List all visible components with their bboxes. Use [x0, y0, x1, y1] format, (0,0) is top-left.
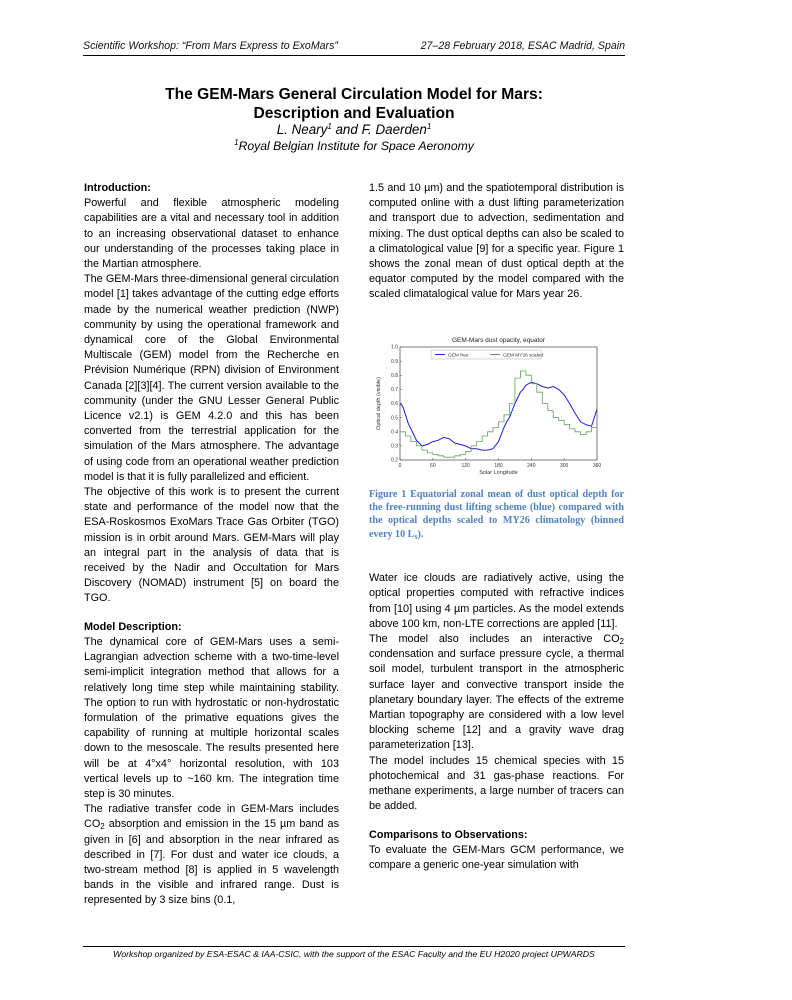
y-tick-label: 0.3: [391, 443, 398, 450]
model-paragraph-2-continued: 1.5 and 10 µm) and the spatiotemporal distribution is computed online with a dust lifting parameterization and transport due to advection, sedimentation and mixing. The dust optical depths can also be scaled to a climatological value [9] for a specific year. Figure 1 shows the zonal mean of dust optical depth at the equator computed by the model compared with the scaled climatalogical value for Mars year 26.: [369, 182, 624, 301]
model-p2-part-b: absorption and emission in the 15 µm band as given in [6] and absorption in the near infrared as described in [7]. For dust and water ice clouds, a two-stream method [8] is applied in 5 wavelength bands in the visible and infrared range. Dust is represented by 3 size bins (0.1,: [84, 818, 339, 907]
x-tick-label: 0: [398, 462, 402, 469]
authors: [83, 121, 625, 138]
co2-subscript-2: 2: [619, 637, 624, 647]
legend-label: GEM MY26 scaled: [503, 352, 543, 358]
y-tick-label: 1.0: [391, 344, 398, 351]
right-paragraph-4: To evaluate the GEM-Mars GCM performance, we compare a generic one-year simulation with: [369, 843, 624, 871]
caption-text: Figure 1 Equatorial zonal mean of dust optical depth for the free-running dust lifting scheme (blue) compared with the optical depths scaled to MY26 climatology (binned every 10 L: [369, 488, 624, 540]
intro-paragraph-2: The GEM-Mars three-dimensional general circulation model [1] takes advantage of the cutting edge efforts made by the numerical weather prediction (NWP) community by using the operational framework and dynamical core of the Global Environmental Multiscale (GEM) model from the Recherche en Prévision Numérique (RPN) division of Environment Canada [2][3][4]. The current version available to the community (under the GNU Lesser General Public Licence v2.1) is GEM 4.2.0 and this has been converted from the terrestrial application for the simulation of the Mars atmosphere. The advantage of using code from an operational weather prediction model is that it is fully parallelized and efficient.: [84, 273, 339, 483]
model-paragraph-1: The dynamical core of GEM-Mars uses a semi-Lagrangian advection scheme with a two-time-level semi-implicit integration method that allows for a relatively long time step while maintaining stability. The option to run with hydrostatic or non-hydrostatic formulation of the primative equations gives the capability of running at multiple horizontal scales down to the mesoscale. The results presented here will be at 4°x4° horizontal resolution, with 103 vertical levels up to ~160 km. The integration time step is 30 minutes.: [84, 635, 339, 800]
author-1-affil: 1: [327, 122, 332, 131]
affil-marker: 1: [234, 138, 239, 147]
figure-1: [369, 333, 624, 478]
header-date-location: 27–28 February 2018, ESAC Madrid, Spain: [420, 40, 625, 52]
series-line-1: [400, 371, 597, 457]
affiliation: [83, 138, 625, 154]
y-tick-label: 0.8: [391, 372, 398, 379]
x-axis-label: Solar Longitude: [479, 469, 518, 476]
co2-subscript: 2: [100, 822, 105, 832]
dust-opacity-chart: [369, 333, 624, 478]
y-tick-label: 0.2: [391, 457, 398, 464]
x-tick-label: 120: [461, 462, 470, 469]
comparisons-heading: Comparisons to Observations:: [369, 828, 528, 841]
footer: Workshop organized by ESA-ESAC & IAA-CSIC, with the support of the ESAC Faculty and the EU H2020 project UPWARDS: [113, 949, 595, 959]
x-tick-label: 360: [592, 462, 602, 469]
legend-label: GEM free: [448, 352, 469, 358]
series-line-0: [400, 382, 597, 450]
y-tick-label: 0.9: [391, 358, 398, 365]
author-2-affil: 1: [426, 122, 432, 131]
y-axis-label: Optical depth (visible): [376, 376, 382, 430]
paper-title: [83, 85, 625, 123]
caption-end: ).: [417, 528, 424, 540]
author-1: L. Neary: [276, 122, 328, 137]
right-p2-part-a: The model also includes an interactive CO: [369, 633, 620, 646]
intro-heading: Introduction:: [84, 182, 151, 194]
title-line-1: The GEM-Mars General Circulation Model for Mars:: [165, 86, 543, 103]
chart-title: GEM-Mars dust opacity, equator: [451, 336, 546, 344]
intro-paragraph-1: Powerful and flexible atmospheric modeling capabilities are a vital and necessary tool in addition to an increasing observational dataset to enhance our understanding of the processes taking place in the Martian atmosphere.: [84, 197, 339, 271]
intro-paragraph-3: The objective of this work is to present the current state and performance of the model now that the ESA-Roskosmos ExoMars Trace Gas Orbiter (TGO) mission is in orbit around Mars. GEM-Mars will play an integral part in the analysis of data that is received by the Nadir and Occultation for Mars Discovery (NOMAD) instrument [5] on board the TGO.: [84, 486, 339, 605]
model-p2-part-a: The radiative transfer code in GEM-Mars includes CO: [84, 803, 339, 831]
right-paragraph-3: The model includes 15 chemical species with 15 photochemical and 31 gas-phase reactions. For methane experiments, a large number of tracers can be added.: [369, 754, 624, 813]
y-tick-label: 0.4: [391, 429, 398, 436]
authors-and: and: [331, 122, 362, 137]
x-tick-label: 240: [527, 462, 536, 469]
x-tick-label: 180: [494, 462, 503, 469]
figure-1-caption: [369, 488, 624, 542]
title-line-2: Description and Evaluation: [253, 105, 455, 122]
left-column: [84, 181, 339, 909]
model-heading: Model Description:: [84, 620, 182, 633]
author-2: F. Daerden: [361, 122, 427, 137]
header-workshop: Scientific Workshop: “From Mars Express to ExoMars”: [83, 40, 338, 52]
right-column: [369, 181, 624, 873]
right-paragraph-2: [369, 632, 624, 754]
x-tick-label: 60: [430, 462, 436, 469]
footer-rule: [83, 946, 625, 947]
x-tick-label: 300: [559, 462, 569, 469]
right-paragraph-1: Water ice clouds are radiatively active, using the optical properties computed with refractive indices from [10] using 4 µm particles. As the model extends above 100 km, non-LTE corrections are appled [11].: [369, 572, 624, 630]
header-rule: [83, 55, 625, 56]
model-paragraph-2: [84, 802, 339, 908]
y-tick-label: 0.7: [391, 386, 398, 393]
affiliation-name: Royal Belgian Institute for Space Aeronomy: [238, 139, 474, 153]
caption-subscript: s: [414, 531, 418, 541]
y-tick-label: 0.5: [391, 414, 398, 421]
right-p2-part-b: condensation and surface pressure cycle, a thermal soil model, turbulent transport in the atmospheric surface layer and convective transport inside the planetary boundary layer. The effects of the extreme Martian topography are considered with a low level blocking scheme [12] and a gravity wave drag parameterization [13].: [369, 648, 624, 752]
y-tick-label: 0.6: [391, 400, 398, 407]
